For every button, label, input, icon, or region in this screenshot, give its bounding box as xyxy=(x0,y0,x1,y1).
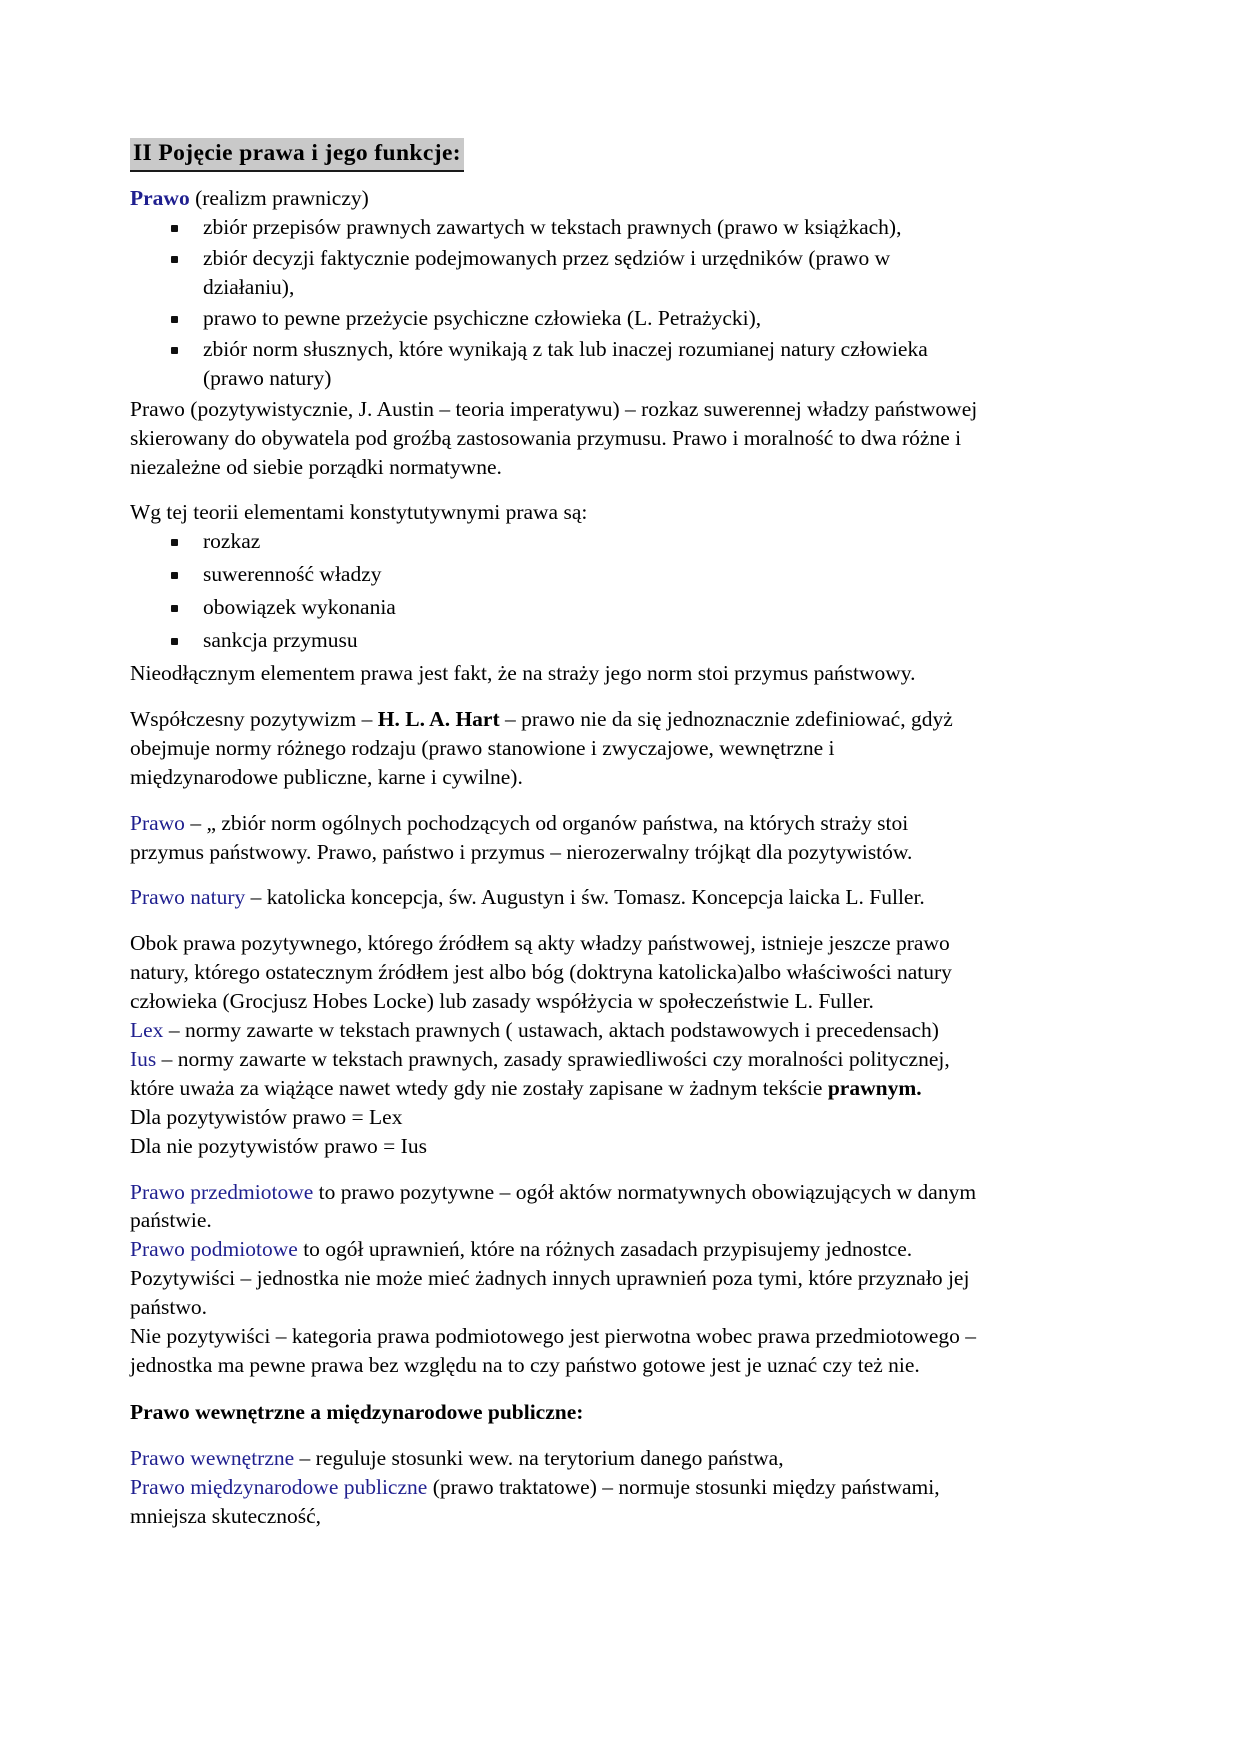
lex-keyword: Lex xyxy=(130,1018,164,1043)
list-item xyxy=(130,527,985,556)
elements-bullet-list xyxy=(130,527,985,655)
list-item xyxy=(130,335,985,393)
hart-after-bold: – prawo nie da się jednoznacznie zdefiniować, gdyż obejmuje normy różnego rodzaju (prawo stanowione i zwyczajowe, wewnętrzne i międzynarodowe publiczne, karne i cywilne). xyxy=(130,706,953,789)
prawo-miedzynarodowe-rest: (prawo traktatowe) – normuje stosunki między państwami, mniejsza skuteczność, xyxy=(130,1474,940,1528)
elements-closing: Nieodłącznym elementem prawa jest fakt, że na straży jego norm stoi przymus państwowy. xyxy=(130,660,916,685)
prawo-wewnetrzne-rest: – reguluje stosunki wew. na terytorium danego państwa, xyxy=(294,1445,784,1470)
prawo-definition-keyword: Prawo xyxy=(130,810,185,835)
prawo-natury-rest: – katolicka koncepcja, św. Augustyn i św. Tomasz. Koncepcja laicka L. Fuller. xyxy=(245,885,925,910)
prawo-miedzynarodowe-keyword: Prawo międzynarodowe publiczne xyxy=(130,1474,428,1499)
prawo-definition-rest: – „ zbiór norm ogólnych pochodzących od organów państwa, na których straży stoi przymus państwowy. Prawo, państwo i przymus – nierozerwalny trójkąt dla pozytywistów. xyxy=(130,810,913,864)
list-item xyxy=(130,213,985,242)
document-body xyxy=(130,138,985,1531)
section-heading-wewnetrzne: Prawo wewnętrzne a międzynarodowe publiczne: xyxy=(130,1399,584,1424)
pozytywisci-paragraph: Pozytywiści – jednostka nie może mieć żadnych innych uprawnień poza tymi, które przyznało jej państwo. xyxy=(130,1266,970,1320)
ius-keyword: Ius xyxy=(130,1046,157,1071)
austin-paragraph: Prawo (pozytywistycznie, J. Austin – teoria imperatywu) – rozkaz suwerennej władzy państwowej skierowany do obywatela pod groźbą zastosowania przymusu. Prawo i moralność to dwa różne i niezależne od siebie porządki normatywne. xyxy=(130,396,978,479)
list-item-text: zbiór decyzji faktycznie podejmowanych przez sędziów i urzędników (prawo w działaniu), xyxy=(203,246,891,300)
realism-lead xyxy=(130,184,985,213)
list-item-text: sankcja przymusu xyxy=(203,628,358,653)
list-item-text: rozkaz xyxy=(203,529,261,554)
hart-name: H. L. A. Hart xyxy=(377,706,500,731)
prawo-wewnetrzne-definition xyxy=(130,1444,985,1473)
prawo-przedmiotowe-rest: to prawo pozytywne – ogół aktów normatywnych obowiązujących w danym państwie. xyxy=(130,1179,977,1233)
list-item-text: zbiór przepisów prawnych zawartych w tekstach prawnych (prawo w książkach), xyxy=(203,215,902,240)
prawo-przedmiotowe-definition xyxy=(130,1178,985,1236)
realism-bullet-list xyxy=(130,213,985,392)
prawo-podmiotowe-keyword: Prawo podmiotowe xyxy=(130,1237,298,1262)
list-item-text: suwerenność władzy xyxy=(203,562,382,587)
equation-non-positivists: Dla nie pozytywistów prawo = Ius xyxy=(130,1133,427,1158)
list-item-text: zbiór norm słusznych, które wynikają z tak lub inaczej rozumianej natury człowieka (prawo natury) xyxy=(203,336,928,390)
list-item xyxy=(130,560,985,589)
prawo-podmiotowe-definition xyxy=(130,1235,985,1264)
lex-rest: – normy zawarte w tekstach prawnych ( ustawach, aktach podstawowych i precedensach) xyxy=(163,1018,939,1043)
list-item-text: obowiązek wykonania xyxy=(203,595,396,620)
list-item xyxy=(130,304,985,333)
prawo-definition xyxy=(130,809,985,867)
elements-intro: Wg tej teorii elementami konstytutywnymi prawa są: xyxy=(130,500,588,525)
prawo-podmiotowe-rest: to ogół uprawnień, które na różnych zasadach przypisujemy jednostce. xyxy=(297,1237,913,1262)
nie-pozytywisci-paragraph: Nie pozytywiści – kategoria prawa podmiotowego jest pierwotna wobec prawa przedmiotowego – jednostka ma pewne prawa bez względu na to czy państwo gotowe jest je uznać czy też nie. xyxy=(130,1324,977,1377)
prawo-natury-definition xyxy=(130,883,985,912)
list-item-text: prawo to pewne przeżycie psychiczne człowieka (L. Petrażycki), xyxy=(203,306,762,330)
prawo-przedmiotowe-keyword: Prawo przedmiotowe xyxy=(130,1179,314,1204)
hart-before-bold: Współczesny pozytywizm – xyxy=(130,706,378,731)
lex-definition xyxy=(130,1016,985,1045)
prawo-wewnetrzne-keyword: Prawo wewnętrzne xyxy=(130,1445,295,1470)
ius-bold-tail: prawnym. xyxy=(827,1075,922,1100)
page-title: II Pojęcie prawa i jego funkcje: xyxy=(130,138,464,172)
hart-paragraph xyxy=(130,705,985,792)
ius-definition xyxy=(130,1045,985,1103)
obok-paragraph: Obok prawa pozytywnego, którego źródłem są akty władzy państwowej, istnieje jeszcze prawo natury, którego ostatecznym źródłem jest albo bóg (doktryna katolicka)albo właściwości natury człowieka (Grocjusz Hobes Locke) lub zasady współżycia w społeczeństwie L. Fuller. xyxy=(130,931,952,1014)
equation-positivists: Dla pozytywistów prawo = Lex xyxy=(130,1104,403,1129)
ius-rest: – normy zawarte w tekstach prawnych, zasady sprawiedliwości czy moralności politycznej, które uważa za wiążące nawet wtedy gdy nie zostały zapisane w żadnym tekście xyxy=(130,1046,950,1100)
list-item xyxy=(130,244,985,302)
prawo-natury-keyword: Prawo natury xyxy=(130,885,246,910)
realism-lead-keyword: Prawo xyxy=(130,186,190,211)
prawo-miedzynarodowe-definition xyxy=(130,1473,985,1531)
list-item xyxy=(130,626,985,655)
list-item xyxy=(130,593,985,622)
realism-lead-rest: (realizm prawniczy) xyxy=(189,186,369,211)
